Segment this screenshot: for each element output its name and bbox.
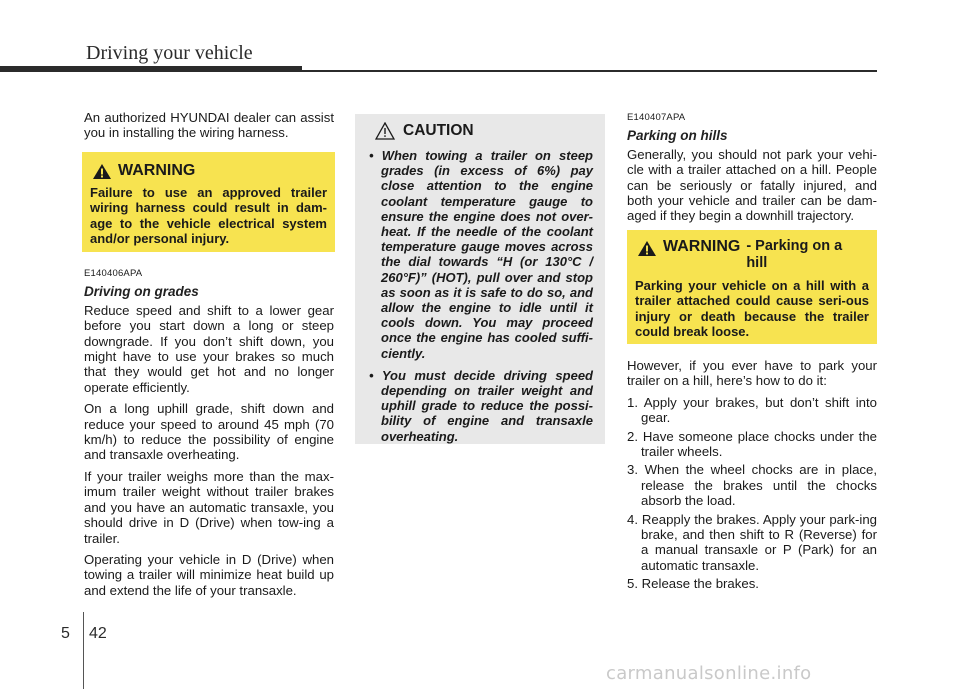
caution-triangle-icon (375, 122, 395, 140)
section-code: E140407APA (627, 112, 686, 123)
step-item: 2. Have someone place chocks under the trailer wheels. (627, 428, 877, 460)
step-item: 3. When the wheel chocks are in place, release the brakes until the chocks absorb the load. (627, 462, 877, 509)
paragraph: On a long uphill grade, shift down and reduce your speed to around 45 mph (70 km/h) to reduce the possibility of engine and transaxle overheating. (84, 401, 334, 463)
section-heading: Parking on hills (627, 128, 728, 144)
warning-text: Failure to use an approved trailer wiring harness could result in dam-age to the vehicle electrical system and/or personal injury. (90, 185, 327, 246)
caution-item: • When towing a trailer on steep grades (in excess of 6%) pay close attention to the engine coolant temperature gauge to ensure the engine does not over-heat. If the needle of the coolant temperature gauge moves across the dial towards “H (or 130°C / 260°F)” (HOT), pull over and stop as soon as it is safe to do so, and allow the engine to idle until it cools down. You may proceed once the engine has cooled suffi-ciently. (369, 148, 593, 361)
caution-item-text: When towing a trailer on steep grades (in excess of 6%) pay close attention to the engine coolant temperature gauge to ensure the engine does not over-heat. If the needle of the coolant temperature gauge moves across the dial towards “H (or 130°C / 260°F)” (HOT), pull over and stop as soon as it is safe to do so, and allow the engine to idle until it cools down. You may proceed once the engine has cooled suffi-ciently. (381, 148, 593, 361)
caution-item: • You must decide driving speed depending on trailer weight and uphill grade to reduce the possi-bility of engine and transaxle overheating. (369, 367, 593, 444)
paragraph: Generally, you should not park your vehi-cle with a trailer attached on a hill. People can be seriously or fatally injured, and both your vehicle and trailer can be dam-aged if they begin a downhill trajectory. (627, 146, 877, 224)
warning-header (90, 162, 327, 180)
section-number: 5 (61, 625, 70, 642)
warning-title: WARNING (663, 238, 741, 255)
parking-on-hills-section (627, 110, 877, 230)
warning-box-wiring (82, 152, 335, 252)
steps-list (627, 395, 877, 592)
header-rule-thick (0, 66, 302, 72)
intro-paragraph: An authorized HYUNDAI dealer can assist you in installing the wiring harness. (84, 110, 334, 141)
paragraph: If your trailer weighs more than the max-imum trailer weight without trailer brakes and you have an automatic transaxle, you should drive in D (Drive) when tow-ing a trailer. (84, 468, 334, 546)
caution-title: CAUTION (403, 122, 474, 139)
section-code: E140406APA (84, 268, 143, 279)
page-header-title: Driving your vehicle (86, 42, 253, 64)
step-item: 5. Release the brakes. (627, 576, 759, 592)
step-item: 4. Reapply the brakes. Apply your park-ing brake, and then shift to R (Reverse) for a manual transaxle or P (Park) for an automatic transaxle. (627, 511, 877, 573)
warning-title: WARNING (118, 162, 196, 179)
watermark-text: carmanualsonline.info (606, 663, 812, 684)
warning-header (635, 238, 869, 272)
step-item: 1. Apply your brakes, but don’t shift into gear. (627, 394, 877, 426)
steps-lead: However, if you ever have to park your trailer on a hill, here’s how to do it: (627, 358, 877, 389)
caution-item-text: You must decide driving speed depending on trailer weight and uphill grade to reduce the possi-bility of engine and transaxle overheating. (381, 367, 593, 444)
caution-header (375, 122, 593, 140)
warning-text: Parking your vehicle on a hill with a trailer attached could cause seri-ous injury or death because the trailer could break loose. (635, 278, 869, 339)
paragraph: Operating your vehicle in D (Drive) when towing a trailer will minimize heat build up and extend the life of your transaxle. (84, 551, 334, 598)
caution-list (367, 148, 593, 444)
warning-triangle-icon (637, 240, 657, 257)
left-column (84, 110, 334, 147)
warning-subtitle: - Parking on a hill (746, 238, 843, 271)
page-number: 42 (89, 625, 107, 642)
section-heading: Driving on grades (84, 284, 199, 300)
warning-triangle-icon (92, 163, 112, 180)
footer-divider (83, 612, 84, 689)
paragraph: Reduce speed and shift to a lower gear before you start down a long or steep downgrade. If you don’t shift down, you might have to use your brakes so much that they would get hot and no longer operate efficiently. (84, 302, 334, 395)
parking-steps (627, 358, 877, 595)
driving-on-grades-section (84, 266, 334, 604)
caution-box (355, 114, 605, 444)
warning-box-parking (627, 230, 877, 344)
header-rule-thin (302, 70, 877, 72)
